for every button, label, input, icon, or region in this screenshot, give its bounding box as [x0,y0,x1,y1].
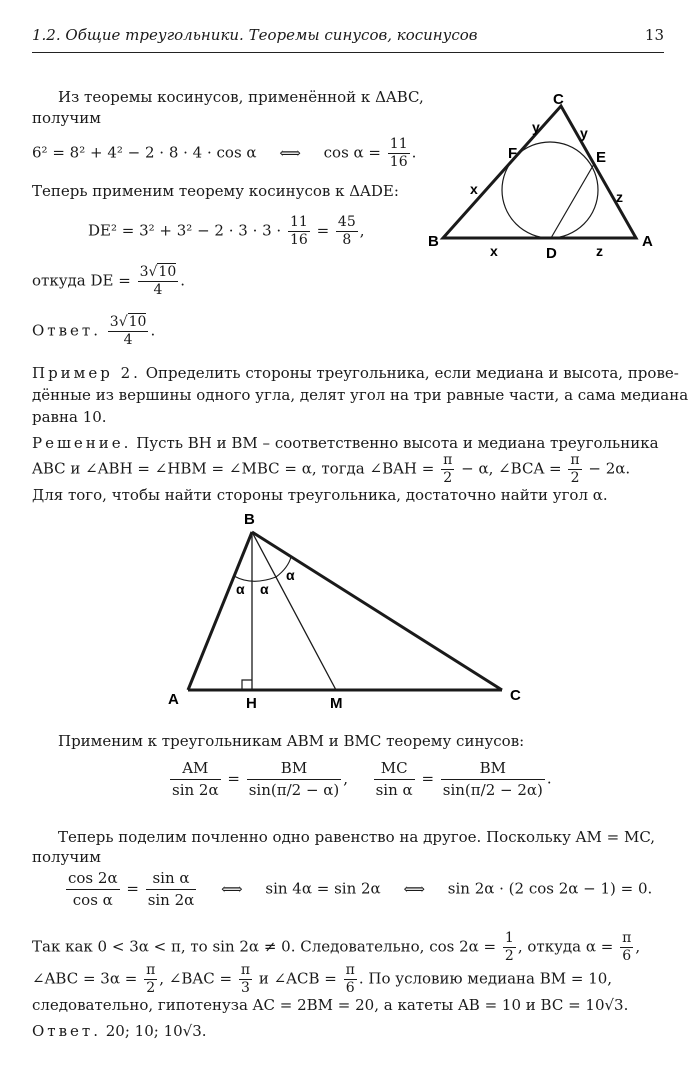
divide-line-2: получим [32,848,101,866]
solution-2-line-1 [32,432,659,454]
abc-a: ∠ABC = 3α = [32,969,138,988]
example-2-line-2: дённые из вершины одного угла, делят угол на три равные части, а сама медиана [32,386,689,404]
fraction-pi-6b: $\frac{\pi}{6}$ [345,962,355,996]
fraction-pi-2a: $\frac{\pi}{2}$ [443,452,453,486]
label-C: C [553,91,564,108]
fraction-pi-6: $\frac{\pi}{6}$ [622,930,632,964]
label-y-right: y [580,125,588,141]
example-2-label: Пример 2. [32,364,141,382]
abc-d: . По условию медиана BM = 10, [358,969,613,988]
label-x-base: x [490,243,498,259]
fraction-bm-sin-pi2-2a: $\frac{BM}{\sin(\pi/2 - 2\alpha)}$ [442,759,543,799]
iff-symbol-3: ⟺ [403,879,425,898]
example-2-line-1 [32,362,679,384]
label-M: M [330,695,343,712]
figure-median-height [160,508,540,714]
eq1-left: 6² = 8² + 4² − 2 · 8 · 4 · cos α [32,143,257,162]
header-title: 1.2. Общие треугольники. Теоремы синусов, косинусов [32,26,478,44]
then-line: Теперь применим теорему косинусов к ΔADE: [32,182,399,200]
whence-line: откуда DE = $\frac{3√10}{4}$ . [32,264,186,298]
figure-incircle-triangle [418,86,668,266]
label-D: D [546,245,557,262]
solution-2-line-2 [32,452,630,487]
label-B: B [428,233,439,250]
angles-line [32,962,612,997]
divide-line-1: Теперь поделим почленно одно равенство на другое. Поскольку AM = MC, [58,828,656,846]
fraction-1-2: $\frac{1}{2}$ [504,930,514,964]
hypotenuse-line: следовательно, гипотенуза AC = 2BM = 20, а катеты AB = 10 и BC = 10√3. [32,996,629,1014]
fraction-11-16b: $\frac{11}{16}$ [289,214,308,248]
label-y-left: y [532,119,540,135]
example-2-text-1: Определить стороны треугольника, если медиана и высота, прове- [145,364,679,382]
label-z-base: z [596,243,603,259]
quotient-equation: $\frac{\cos 2\alpha}{\text{cos α}}$ = $\frac{\text{sin α}}{\sin 2\alpha}$ ⟺ sin 4α = sin 2α ⟺ sin 2α · (2 cos 2α − 1) = 0. [68,869,653,909]
intro-line-2: получим [32,109,101,127]
label-F: F [508,145,518,162]
side-bc [252,532,502,690]
answer-2-value: 20; 10; 10√3. [105,1022,207,1040]
median-bm [252,532,336,690]
line2-part-a: ABC и ∠ABH = ∠HBM = ∠MBC = α, тогда ∠BAH = [32,459,435,478]
iff-symbol: ⟺ [279,143,301,162]
segment-de [551,164,594,238]
apply-sines-line: Применим к треугольникам ABM и BMC теорему синусов: [58,732,525,750]
since-b: , откуда α = [517,937,614,956]
fraction-pi-2c: $\frac{\pi}{2}$ [146,962,156,996]
eq2-left: DE² = 3² + 3² − 2 · 3 · 3 · [88,221,282,240]
line2-part-b: − α, ∠BCA = [461,459,562,478]
solution-2-line-3: Для того, чтобы найти стороны треугольника, достаточно найти угол α. [32,486,608,504]
abc-c: и ∠ACB = [258,969,337,988]
answer-1: Ответ. $\frac{3√10}{4}$ . [32,314,156,348]
answer-2 [32,1020,207,1042]
running-header [32,26,664,44]
solution-2-label: Решение. [32,434,132,452]
sine-theorem-equations: $\frac{AM}{\sin 2\alpha}$ = $\frac{BM}{\sin(\pi/2 - \alpha)}$ , $\frac{MC}{\text{sin α}}$ = $\frac{BM}{\sin(\pi/2 - 2\alpha)}$ . [172,759,552,799]
label-A: A [642,233,653,250]
intro-line-1: Из теоремы косинусов, применённой к ΔABC, [58,88,424,106]
fraction-pi-2b: $\frac{\pi}{2}$ [570,452,580,486]
fraction-mc-sina: $\frac{MC}{\text{sin α}}$ [375,759,413,799]
header-rule [32,52,664,53]
solution-2-text-1: Пусть BH и BM – соответственно высота и медиана треугольника [136,434,659,452]
fraction-pi-3: $\frac{\pi}{3}$ [240,962,251,996]
abc-b: , ∠BAC = [159,969,233,988]
fraction-cos2a-cosa: $\frac{\cos 2\alpha}{\text{cos α}}$ [68,869,118,909]
line2-part-c: − 2α. [588,459,631,478]
label-E: E [596,149,607,166]
label-alpha-2: α [260,581,269,597]
fraction-45-8: $\frac{45}{8}$ [337,214,356,248]
side-ab [188,532,252,690]
example-2-line-3: равна 10. [32,408,107,426]
label-x-side: x [470,181,478,197]
answer-1-fraction: $\frac{3√10}{4}$ [109,314,147,348]
page-number: 13 [644,26,664,44]
fraction-sina-sin2a: $\frac{\text{sin α}}{\sin 2\alpha}$ [147,869,195,909]
eq1-right: cos α = [323,143,382,162]
equation-1: 6² = 8² + 4² − 2 · 8 · 4 · cos α ⟺ cos α = $\frac{11}{16}$ . [32,136,417,170]
label-alpha-1: α [236,581,245,597]
eq-right: sin 2α · (2 cos 2α − 1) = 0. [447,879,653,898]
iff-symbol-2: ⟺ [221,879,243,898]
whence-text: откуда DE = [32,271,131,290]
equation-2: DE² = 3² + 3² − 2 · 3 · 3 · $\frac{11}{16}$ = $\frac{45}{8}$ , [88,214,365,248]
label-A: A [168,691,179,708]
fraction-am-sin2a: $\frac{AM}{\sin 2\alpha}$ [172,759,219,799]
label-alpha-3: α [286,567,295,583]
fraction-11-16: $\frac{11}{16}$ [389,136,408,170]
eq-mid: sin 4α = sin 2α [265,879,381,898]
answer-2-label: Ответ. [32,1022,101,1040]
label-z-side: z [616,189,623,205]
label-B: B [244,511,255,528]
fraction-3sqrt10-4: $\frac{3√10}{4}$ [139,264,177,298]
answer-1-label: Ответ. [32,321,101,340]
since-a: Так как 0 < 3α < π, то sin 2α ≠ 0. Следовательно, cos 2α = [32,937,497,956]
label-C: C [510,687,521,704]
fraction-bm-sin-pi2-a: $\frac{BM}{\sin(\pi/2 - \alpha)}$ [248,759,340,799]
since-line: Так как 0 < 3α < π, то sin 2α ≠ 0. Следовательно, cos 2α = $\frac{1}{2}$ , откуда α = $\frac{\pi}{6}$ , [32,930,641,964]
label-H: H [246,695,257,712]
